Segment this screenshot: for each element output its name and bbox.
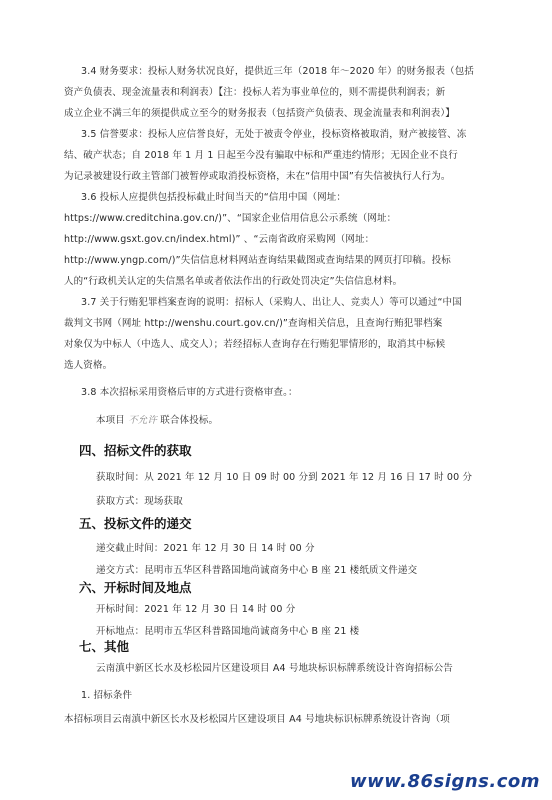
site-watermark: www.86signs.com bbox=[349, 771, 540, 792]
doc-line: 开标地点：昆明市五华区科普路国地尚诚商务中心 B 座 21 楼 bbox=[96, 626, 360, 637]
doc-line: 获取时间：从 2021 年 12 月 10 日 09 时 00 分到 2021 年 12 月 16 日 17 时 00 分 bbox=[96, 472, 473, 483]
doc-line: 资产负债表、现金流量表和利润表）【注：投标人若为事业单位的，则不需提供利润表；新 bbox=[64, 87, 446, 98]
section-heading: 四、招标文件的获取 bbox=[79, 443, 192, 458]
doc-line: http://www.gsxt.gov.cn/index.html)” 、“云南省政府采购网（网址： bbox=[64, 234, 375, 245]
doc-line: https://www.creditchina.gov.cn/)”、“国家企业信用信息公示系统（网址： bbox=[64, 213, 397, 224]
doc-line: 3.4 财务要求：投标人财务状况良好，提供近三年（2018 年～2020 年）的财务报表（包括 bbox=[81, 66, 475, 77]
doc-line: 为记录被建设行政主管部门被暂停或取消投标资格，未在“信用中国”有失信被执行人行为。 bbox=[64, 171, 451, 182]
doc-line: 成立企业不满三年的须提供成立至今的财务报表（包括资产负债表、现金流量表和利润表）】 bbox=[64, 108, 455, 119]
doc-line: 人的“行政机关认定的失信黑名单或者依法作出的行政处罚决定”失信信息材料。 bbox=[64, 276, 403, 287]
doc-line: 递交截止时间：2021 年 12 月 30 日 14 时 00 分 bbox=[96, 543, 315, 554]
doc-line: 选人资格。 bbox=[64, 360, 113, 371]
doc-line: 获取方式：现场获取 bbox=[96, 496, 183, 507]
doc-line: 云南滇中新区长水及杉松园片区建设项目 A4 号地块标识标牌系统设计咨询招标公告 bbox=[96, 663, 453, 674]
section-heading: 七、其他 bbox=[79, 639, 130, 654]
doc-line: 3.5 信誉要求：投标人应信誉良好，无处于被责令停业，投标资格被取消，财产被接管、冻 bbox=[81, 129, 467, 140]
doc-line: 3.7 关于行贿犯罪档案查询的说明：招标人（采购人、出让人、竞卖人）等可以通过“中国 bbox=[81, 297, 462, 308]
doc-line: 1. 招标条件 bbox=[81, 690, 133, 701]
section-heading: 五、投标文件的递交 bbox=[79, 516, 192, 531]
doc-line: 3.8 本次招标采用资格后审的方式进行资格审查。： bbox=[81, 387, 298, 398]
doc-line: 3.6 投标人应提供包括投标截止时间当天的“信用中国（网址： bbox=[81, 192, 347, 203]
consortium-highlight: 不允许 bbox=[128, 415, 158, 426]
consortium-suffix: 联合体投标。 bbox=[160, 415, 219, 426]
section-heading: 六、开标时间及地点 bbox=[79, 580, 192, 595]
doc-line: 递交方式：昆明市五华区科普路国地尚诚商务中心 B 座 21 楼纸质文件递交 bbox=[96, 565, 418, 576]
consortium-prefix: 本项目 bbox=[96, 415, 125, 426]
consortium-line bbox=[96, 415, 218, 427]
doc-line: 裁判文书网（网址 http://wenshu.court.gov.cn/)”查询相关信息，且查询行贿犯罪档案 bbox=[64, 318, 443, 329]
doc-line: 结、破产状态；自 2018 年 1 月 1 日起至今没有骗取中标和严重违约情形；无因企业不良行 bbox=[64, 150, 458, 161]
doc-line: http://www.yngp.com/)”失信信息材料网站查询结果截图或查询结果的网页打印稿。投标 bbox=[64, 255, 451, 266]
doc-line: 本招标项目云南滇中新区长水及杉松园片区建设项目 A4 号地块标识标牌系统设计咨询（项 bbox=[64, 714, 450, 725]
doc-line: 开标时间：2021 年 12 月 30 日 14 时 00 分 bbox=[96, 604, 296, 615]
doc-line: 对象仅为中标人（中选人、成交人）；若经招标人查询存在行贿犯罪情形的，取消其中标候 bbox=[64, 339, 446, 350]
